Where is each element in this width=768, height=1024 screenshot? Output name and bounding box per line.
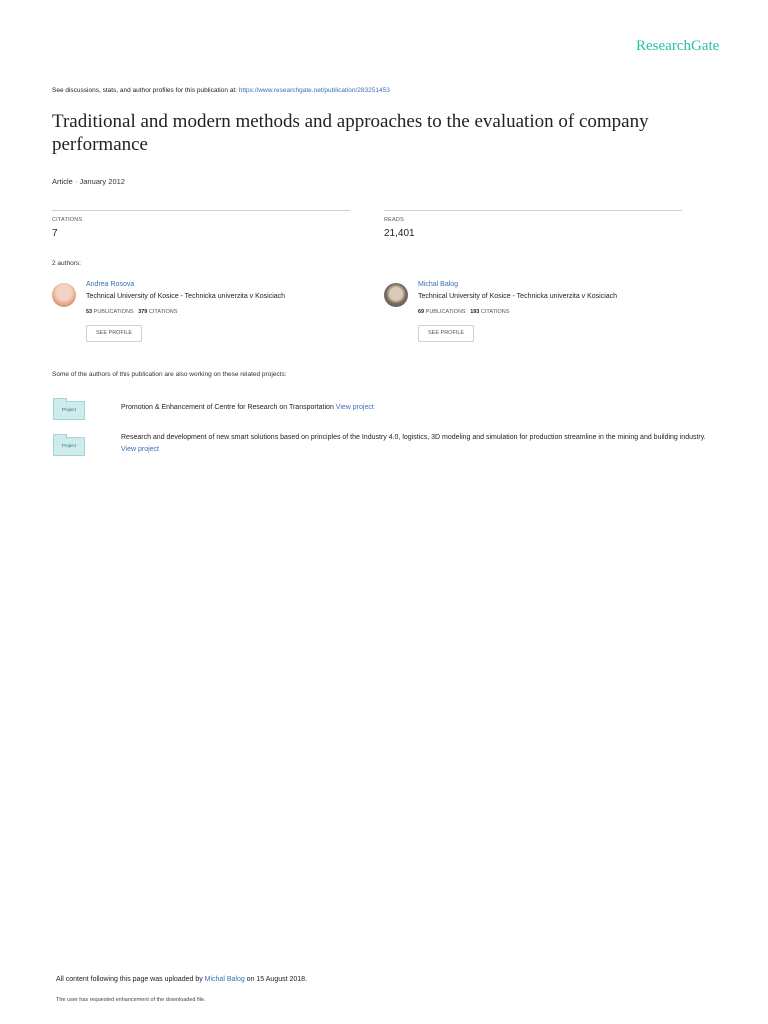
uploader-link[interactable]: Michal Balog xyxy=(204,976,245,983)
see-profile-button[interactable]: SEE PROFILE xyxy=(418,325,474,342)
author-stats xyxy=(418,309,509,315)
view-project-link[interactable]: View project xyxy=(335,404,374,411)
project-item xyxy=(121,432,711,456)
author-name-link[interactable]: Michal Balog xyxy=(418,281,459,288)
author-citations-count: 193 xyxy=(470,309,480,315)
see-profile-button[interactable]: SEE PROFILE xyxy=(86,325,142,342)
project-folder-icon[interactable] xyxy=(53,401,85,420)
publication-title: Traditional and modern methods and approaches to the evaluation of company performance xyxy=(52,111,649,155)
upload-prefix: All content following this page was uploaded by xyxy=(56,976,205,983)
project-title: Promotion & Enhancement of Centre for Research on Transportation xyxy=(121,404,336,411)
discussion-prefix: See discussions, stats, and author profiles for this publication at: xyxy=(52,87,239,94)
project-item xyxy=(121,402,711,414)
upload-note xyxy=(56,976,307,983)
citations-value: 7 xyxy=(52,228,58,239)
project-icon-label: Project xyxy=(61,407,76,412)
authors-heading: 2 authors: xyxy=(52,260,81,267)
reads-label: READS xyxy=(384,217,404,223)
project-folder-icon[interactable] xyxy=(53,437,85,456)
author-avatar[interactable] xyxy=(384,283,408,307)
citations-label: CITATIONS xyxy=(52,217,83,223)
author-citations-count: 379 xyxy=(138,309,148,315)
citations-divider xyxy=(52,210,350,211)
author-publications-label: PUBLICATIONS xyxy=(93,309,134,315)
publication-meta: Article · January 2012 xyxy=(52,177,125,186)
publication-url-link[interactable]: https://www.researchgate.net/publication/283251453 xyxy=(238,87,390,94)
discussion-line xyxy=(52,87,390,94)
upload-suffix: on 15 August 2018. xyxy=(244,976,308,983)
related-projects-heading: Some of the authors of this publication are also working on these related projects: xyxy=(52,371,287,378)
author-institution: Technical University of Kosice - Technicka univerzita v Kosiciach xyxy=(86,293,286,300)
enhancement-note: The user has requested enhancement of the downloaded file. xyxy=(56,997,206,1003)
researchgate-logo[interactable]: ResearchGate xyxy=(636,38,720,54)
author-publications-count: 69 xyxy=(418,309,425,315)
author-publications-label: PUBLICATIONS xyxy=(425,309,466,315)
reads-value: 21,401 xyxy=(384,228,415,239)
author-name-link[interactable]: Andrea Rosova xyxy=(86,281,135,288)
reads-divider xyxy=(384,210,682,211)
view-project-link[interactable]: View project xyxy=(121,446,160,453)
project-title: Research and development of new smart solutions based on principles of the Industry 4.0, logistics, 3D modeling and simulation for production streamline in the mining and building industry. xyxy=(121,434,706,441)
author-citations-label: CITATIONS xyxy=(480,309,510,315)
project-icon-label: Project xyxy=(61,443,76,448)
author-avatar[interactable] xyxy=(52,283,76,307)
author-citations-label: CITATIONS xyxy=(148,309,178,315)
author-publications-count: 53 xyxy=(86,309,93,315)
author-stats xyxy=(86,309,177,315)
author-institution: Technical University of Kosice - Technicka univerzita v Kosiciach xyxy=(418,293,618,300)
